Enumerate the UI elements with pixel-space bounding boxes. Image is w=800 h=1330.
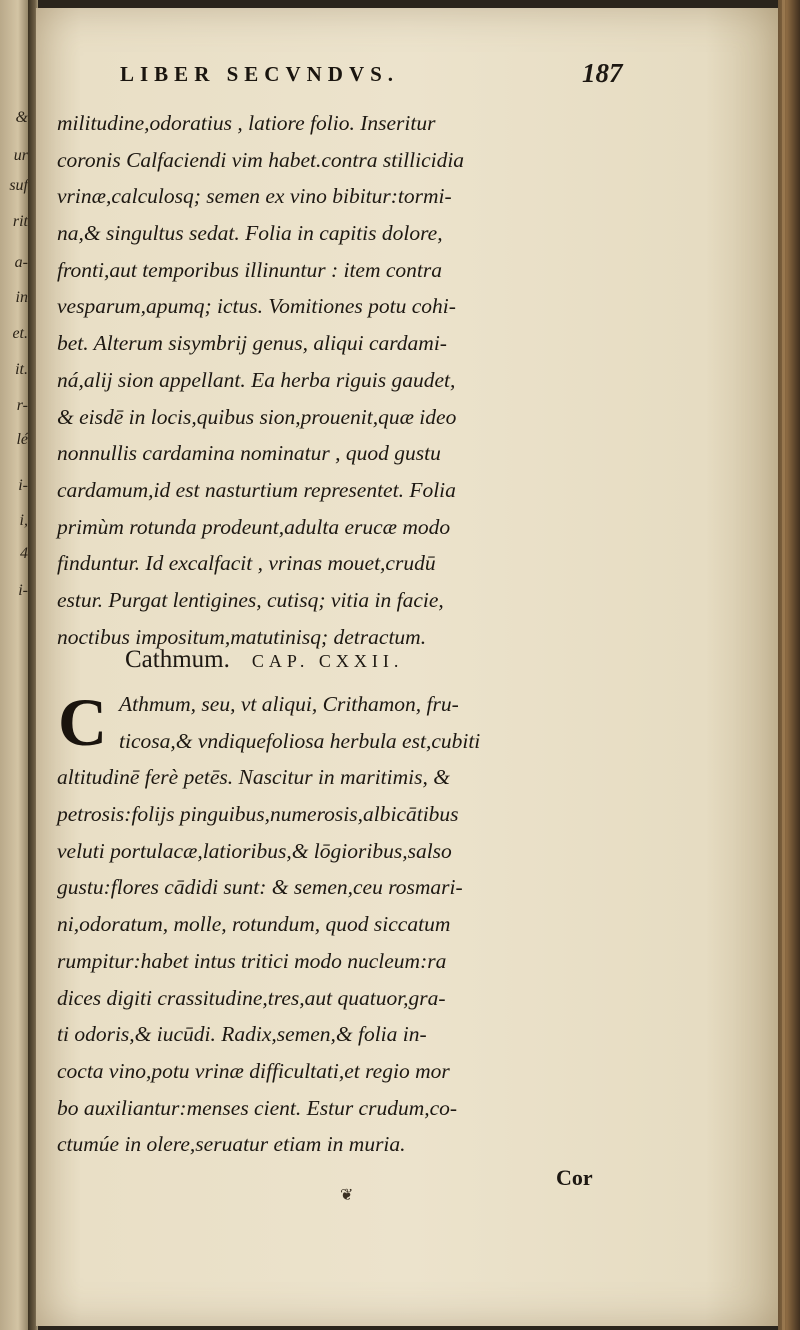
- text-line: ticosa,& vndiquefoliosa herbula est,cubiti: [119, 728, 481, 753]
- chapter-title: Cathmum.: [125, 646, 230, 673]
- margin-fragment: ur: [13, 147, 28, 164]
- text-line: vrinæ,calculosq; semen ex vino bibitur:tormi-: [57, 184, 452, 209]
- text-line: altitudinē ferè petēs. Nascitur in maritimis, &: [57, 765, 450, 790]
- margin-fragment: it.: [15, 361, 28, 378]
- text-line: na,& singultus sedat. Folia in capitis dolore,: [57, 221, 443, 246]
- margin-fragment: in: [15, 289, 28, 306]
- book-fore-edge: [778, 0, 800, 1330]
- text-line: bet. Alterum sisymbrij genus, aliqui cardami-: [57, 331, 447, 356]
- text-line: estur. Purgat lentigines, cutisq; vitia in facie,: [57, 587, 444, 612]
- text-line: finduntur. Id excalfacit , vrinas mouet,crudū: [57, 551, 436, 576]
- text-line: militudine,odoratius , latiore folio. Inseritur: [57, 111, 436, 135]
- chapter-number: CAP. CXXII.: [251, 651, 404, 671]
- catchword: Cor: [556, 1165, 593, 1190]
- margin-fragment: &: [15, 109, 28, 126]
- margin-fragment: et.: [12, 325, 28, 342]
- text-line: veluti portulacæ,latioribus,& lōgioribus,salso: [57, 838, 452, 863]
- text-block-bottom: [57, 686, 617, 1163]
- margin-fragment: 4: [20, 545, 28, 562]
- margin-fragment: rit: [12, 213, 28, 230]
- previous-page-edge: [0, 0, 30, 1330]
- text-line: rumpitur:habet intus tritici modo nucleum:ra: [57, 948, 447, 973]
- text-block-top: [57, 105, 607, 655]
- text-line: cardamum,id est nasturtium representet. Folia: [57, 477, 456, 502]
- chapter-heading: [125, 646, 403, 674]
- margin-fragment: r-: [16, 397, 28, 414]
- text-line: ná,alij sion appellant. Ea herba riguis gaudet,: [57, 367, 456, 392]
- text-line: fronti,aut temporibus illinuntur : item contra: [57, 257, 443, 282]
- text-line: & eisdē in locis,quibus sion,prouenit,quæ ideo: [57, 404, 457, 429]
- margin-fragment: a-: [14, 254, 28, 271]
- text-line: ti odoris,& iucūdi. Radix,semen,& folia in-: [57, 1022, 427, 1047]
- printer-ornament: ❦: [340, 1187, 354, 1204]
- text-line: vesparum,apumq; ictus. Vomitiones potu cohi-: [57, 294, 456, 319]
- text-line: dices digiti crassitudine,tres,aut quatuor,gra-: [57, 985, 446, 1010]
- text-line: nonnullis cardamina nominatur , quod gustu: [57, 441, 441, 466]
- running-head: LIBER SECVNDVS.: [120, 62, 400, 86]
- text-line: cocta vino,potu vrinæ difficultati,et regio mor: [57, 1058, 450, 1083]
- text-line: bo auxiliantur:menses cient. Estur crudum,co-: [57, 1095, 458, 1120]
- text-line: coronis Calfaciendi vim habet.contra stillicidia: [57, 147, 465, 172]
- margin-fragment: i-: [18, 477, 28, 494]
- margin-fragment: i-: [18, 582, 28, 599]
- text-line: ni,odoratum, molle, rotundum, quod siccatum: [57, 912, 451, 937]
- page-number: 187: [582, 58, 623, 88]
- text-line: ctumúe in olere,seruatur etiam in muria.: [57, 1132, 406, 1157]
- text-line: petrosis:folijs pinguibus,numerosis,albicātibus: [57, 802, 459, 827]
- text-line: gustu:flores cādidi sunt: & semen,ceu rosmari-: [57, 875, 463, 900]
- drop-cap-initial: C: [58, 684, 108, 760]
- margin-fragment: suf: [9, 177, 28, 194]
- margin-fragment: i,: [19, 512, 28, 529]
- text-line: Athmum, seu, vt aliqui, Crithamon, fru-: [119, 692, 459, 716]
- text-line: primùm rotunda prodeunt,adulta erucæ modo: [57, 514, 451, 539]
- margin-fragment: lé: [16, 431, 28, 448]
- text-line: noctibus impositum,matutinisq; detractum.: [57, 624, 427, 649]
